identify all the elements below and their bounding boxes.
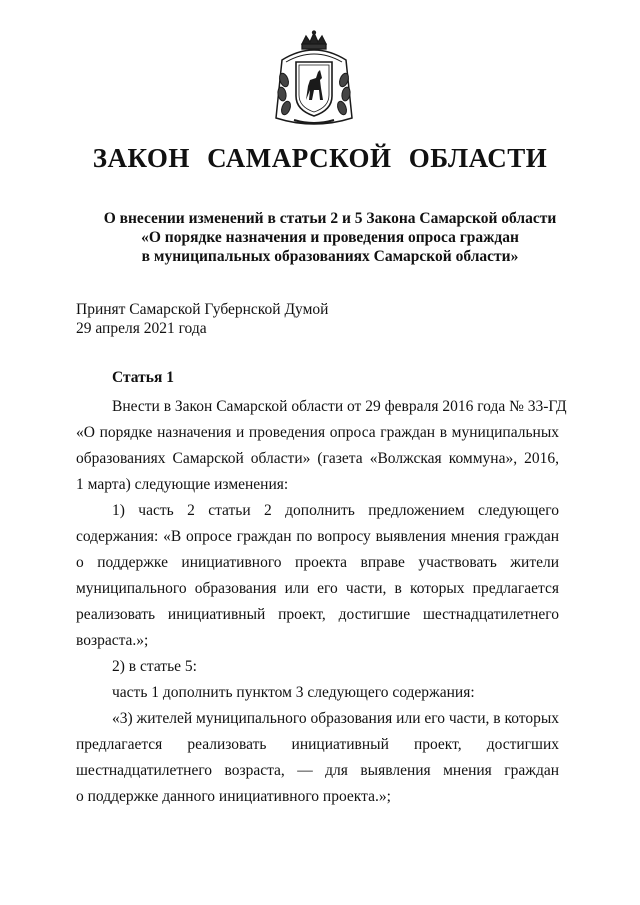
text-line: содержания: «В опросе граждан по вопросу выявления мнения граждан [76,528,559,545]
subtitle-line: в муниципальных образованиях Самарской области» [141,248,519,265]
text-line: предлагается реализовать инициативный проект, достигших [76,736,559,753]
subtitle-line: О внесении изменений в статьи 2 и 5 Закона Самарской области [103,210,557,227]
adoption-info [76,300,328,338]
text-line: Внести в Закон Самарской области от 29 февраля 2016 года № 33-ГД [112,398,567,415]
subtitle-line: «О порядке назначения и проведения опроса граждан [141,229,519,246]
text-line: «3) жителей муниципального образования или его части, в которых [112,710,559,727]
law-subtitle [60,209,600,266]
text-line: 2) в статье 5: [112,658,197,675]
text-line: 1 марта) следующие изменения: [76,476,289,493]
article-body [76,394,567,810]
text-line: «О порядке назначения и проведения опроса граждан в муниципальных [76,424,559,441]
article-heading: Статья 1 [112,369,174,386]
law-title: ЗАКОН САМАРСКОЙ ОБЛАСТИ [92,143,548,173]
text-line: реализовать инициативный проект, достигшие шестнадцатилетнего [76,606,559,623]
coat-of-arms-emblem [272,30,356,130]
adoption-date: 29 апреля 2021 года [76,320,207,337]
text-line: о поддержке данного инициативного проекта.»; [76,788,391,805]
text-line: 1) часть 2 статьи 2 дополнить предложением следующего [112,502,559,519]
text-line: возраста.»; [76,632,149,649]
text-line: шестнадцатилетнего возраста, — для выявления мнения граждан [76,762,559,779]
text-line: образованиях Самарской области» (газета «Волжская коммуна», 2016, [76,450,559,467]
adoption-body: Принят Самарской Губернской Думой [76,301,329,318]
text-line: о поддержке инициативного проекта вправе участвовать жители [76,554,559,571]
text-line: муниципального образования или его части, в которых предлагается [76,580,559,597]
text-line: часть 1 дополнить пунктом 3 следующего содержания: [112,684,475,701]
